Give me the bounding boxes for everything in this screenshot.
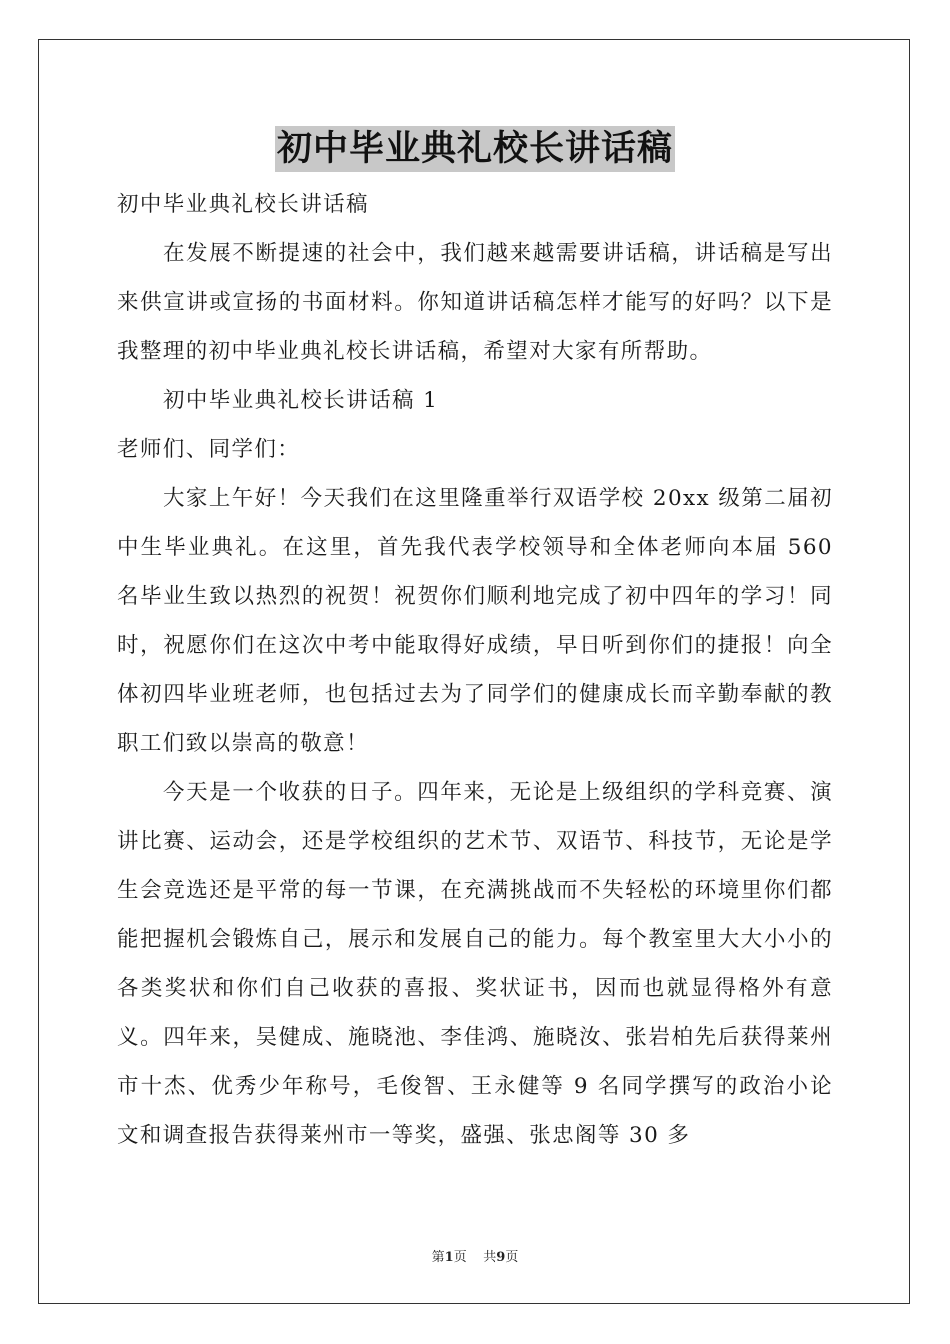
page-footer (0, 1246, 950, 1265)
intro-paragraph: 在发展不断提速的社会中，我们越来越需要讲话稿，讲话稿是写出来供宣讲或宣扬的书面材料。你知道讲话稿怎样才能写的好吗？以下是我整理的初中毕业典礼校长讲话稿，希望对大家有所帮助。 (117, 241, 833, 364)
page-current: 1 (444, 1250, 454, 1265)
page-prefix: 第 (431, 1250, 445, 1265)
section-heading: 初中毕业典礼校长讲话稿 1 (163, 388, 439, 413)
subtitle: 初中毕业典礼校长讲话稿 (117, 192, 369, 217)
total-prefix: 共 (483, 1250, 497, 1265)
body-paragraph-1: 大家上午好！今天我们在这里隆重举行双语学校 20xx 级第二届初中生毕业典礼。在这里，首先我代表学校领导和全体老师向本届 560 名毕业生致以热烈的祝贺！祝贺你们顺利地完成了初中四年的学习！同时，祝愿你们在这次中考中能取得好成绩，早日听到你们的捷报！向全体初四毕业班老师，也包括过去为了同学们的健康成长而辛勤奉献的教职工们致以崇高的敬意！ (117, 486, 833, 756)
page-total: 9 (496, 1250, 506, 1265)
title-wrap (0, 126, 950, 172)
document-title: 初中毕业典礼校长讲话稿 (275, 126, 675, 172)
greeting: 老师们、同学们： (117, 437, 301, 462)
total-suffix: 页 (505, 1250, 519, 1265)
document-body (117, 180, 833, 1160)
page-suffix: 页 (453, 1250, 467, 1265)
body-paragraph-2: 今天是一个收获的日子。四年来，无论是上级组织的学科竞赛、演讲比赛、运动会，还是学校组织的艺术节、双语节、科技节，无论是学生会竞选还是平常的每一节课，在充满挑战而不失轻松的环境里你们都能把握机会锻炼自己，展示和发展自己的能力。每个教室里大大小小的各类奖状和你们自己收获的喜报、奖状证书，因而也就显得格外有意义。四年来，吴健成、施晓池、李佳鸿、施晓汝、张岩柏先后获得莱州市十杰、优秀少年称号，毛俊智、王永健等 9 名同学撰写的政治小论文和调查报告获得莱州市一等奖，盛强、张忠阁等 30 多 (117, 780, 833, 1148)
